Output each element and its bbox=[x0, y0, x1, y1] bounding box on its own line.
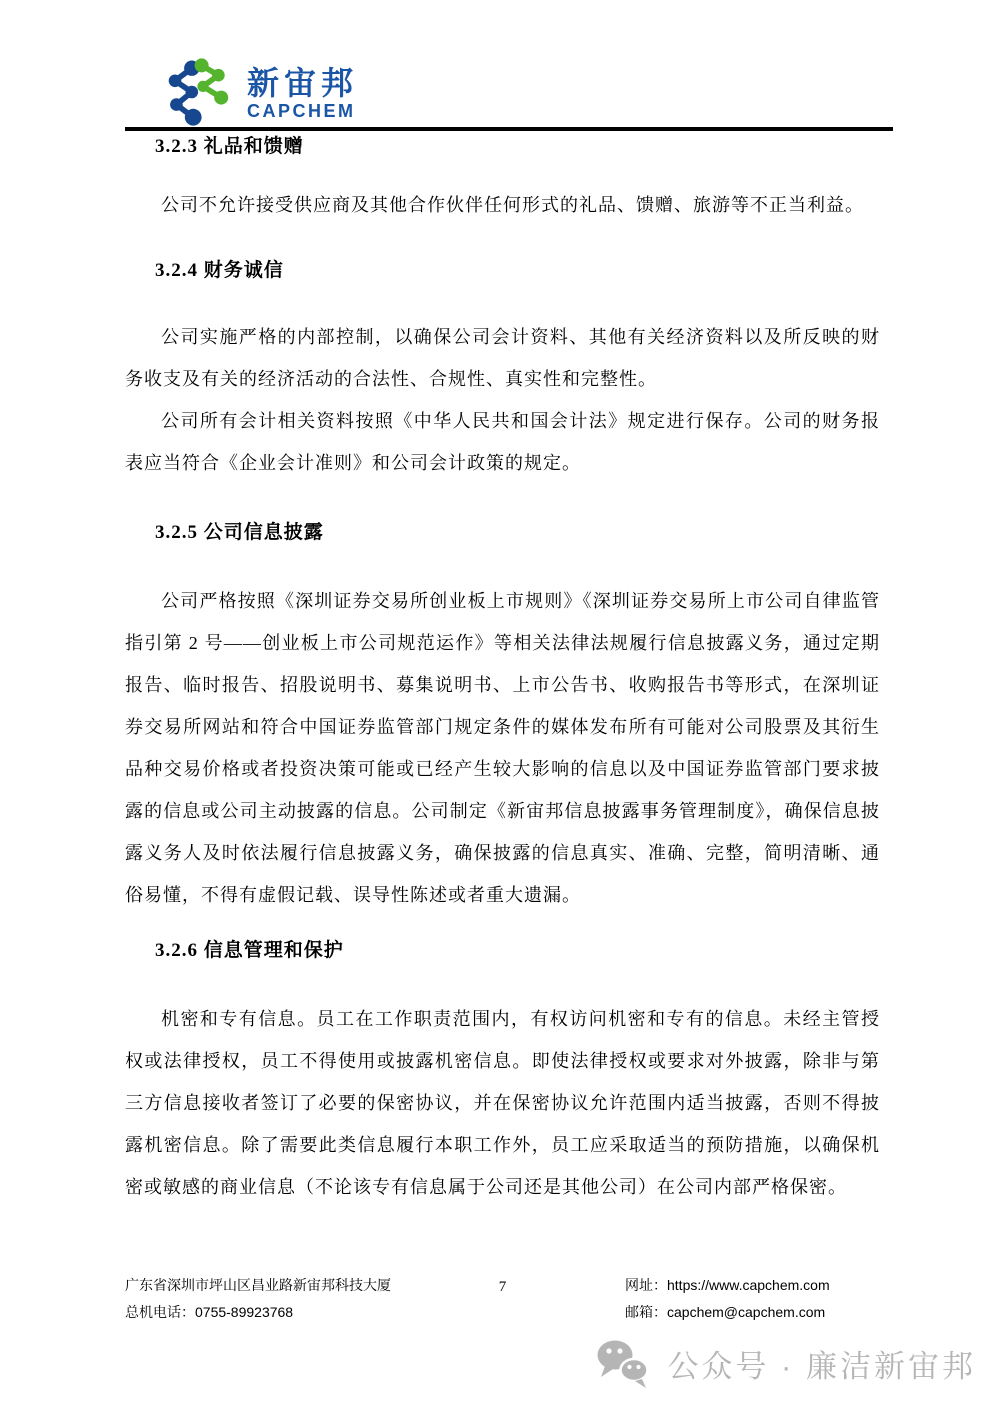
capchem-logo-icon bbox=[157, 57, 235, 127]
section-heading: 3.2.6 信息管理和保护 bbox=[155, 940, 344, 961]
paragraph: 公司实施严格的内部控制，以确保公司会计资料、其他有关经济资料以及所反映的财务收支及有关的经济活动的合法性、合规性、真实性和完整性。 bbox=[125, 327, 880, 389]
section-heading: 3.2.3 礼品和馈赠 bbox=[155, 136, 304, 157]
page-header bbox=[157, 0, 992, 128]
paragraph: 公司所有会计相关资料按照《中华人民共和国会计法》规定进行保存。公司的财务报表应当符合《企业会计准则》和公司会计政策的规定。 bbox=[125, 411, 880, 473]
footer-website-url: https://www.capchem.com bbox=[667, 1277, 830, 1293]
footer-phone bbox=[125, 1299, 391, 1326]
footer-website bbox=[625, 1272, 880, 1299]
section-information-disclosure bbox=[125, 520, 880, 916]
paragraph: 机密和专有信息。员工在工作职责范围内，有权访问机密和专有的信息。未经主管授权或法律授权，员工不得使用或披露机密信息。即使法律授权或要求对外披露，除非与第三方信息接收者签订了必要的保密协议，并在保密协议允许范围内适当披露，否则不得披露机密信息。除了需要此类信息履行本职工作外，员工应采取适当的预防措施，以确保机密或敏感的商业信息（不论该专有信息属于公司还是其他公司）在公司内部严格保密。 bbox=[125, 1009, 880, 1197]
footer-email-label: 邮箱： bbox=[625, 1304, 667, 1320]
section-financial-integrity bbox=[125, 258, 880, 484]
footer-website-label: 网址： bbox=[625, 1277, 667, 1293]
footer-address: 广东省深圳市坪山区昌业路新宙邦科技大厦 bbox=[125, 1277, 391, 1293]
page-number: 7 bbox=[498, 1279, 507, 1295]
footer-contact-block bbox=[125, 1272, 391, 1326]
watermark-text: 公众号 · 廉洁新宙邦 bbox=[667, 1348, 976, 1384]
wechat-watermark bbox=[593, 1336, 976, 1390]
footer-web-block bbox=[625, 1272, 880, 1326]
section-heading: 3.2.4 财务诚信 bbox=[155, 260, 284, 281]
section-gifts bbox=[125, 134, 880, 226]
logo-name-en: CAPCHEM bbox=[247, 101, 356, 121]
footer-email bbox=[625, 1299, 880, 1326]
logo-name-cn: 新宙邦 bbox=[247, 65, 359, 101]
paragraph: 公司不允许接受供应商及其他合作伙伴任何形式的礼品、馈赠、旅游等不正当利益。 bbox=[161, 195, 864, 215]
paragraph: 公司严格按照《深圳证券交易所创业板上市规则》《深圳证券交易所上市公司自律监管指引第 2 号——创业板上市公司规范运作》等相关法律法规履行信息披露义务，通过定期报告、临时报告、招股说明书、募集说明书、上市公告书、收购报告书等形式，在深圳证券交易所网站和符合中国证券监管部门规定条件的媒体发布所有可能对公司股票及其衍生品种交易价格或者投资决策可能或已经产生较大影响的信息以及中国证券监管部门要求披露的信息或公司主动披露的信息。公司制定《新宙邦信息披露事务管理制度》，确保信息披露义务人及时依法履行信息披露义务，确保披露的信息真实、准确、完整，简明清晰、通俗易懂，不得有虚假记载、误导性陈述或者重大遗漏。 bbox=[125, 591, 880, 905]
footer-email-value: capchem@capchem.com bbox=[667, 1304, 826, 1320]
header-divider bbox=[125, 127, 893, 131]
footer-phone-label: 总机电话： bbox=[125, 1304, 195, 1320]
logo-wordmark bbox=[247, 57, 358, 120]
footer-phone-value: 0755-89923768 bbox=[195, 1304, 294, 1320]
section-heading: 3.2.5 公司信息披露 bbox=[155, 522, 324, 543]
section-information-management bbox=[125, 938, 880, 1208]
document-content bbox=[125, 134, 880, 1208]
wechat-icon bbox=[593, 1336, 653, 1390]
